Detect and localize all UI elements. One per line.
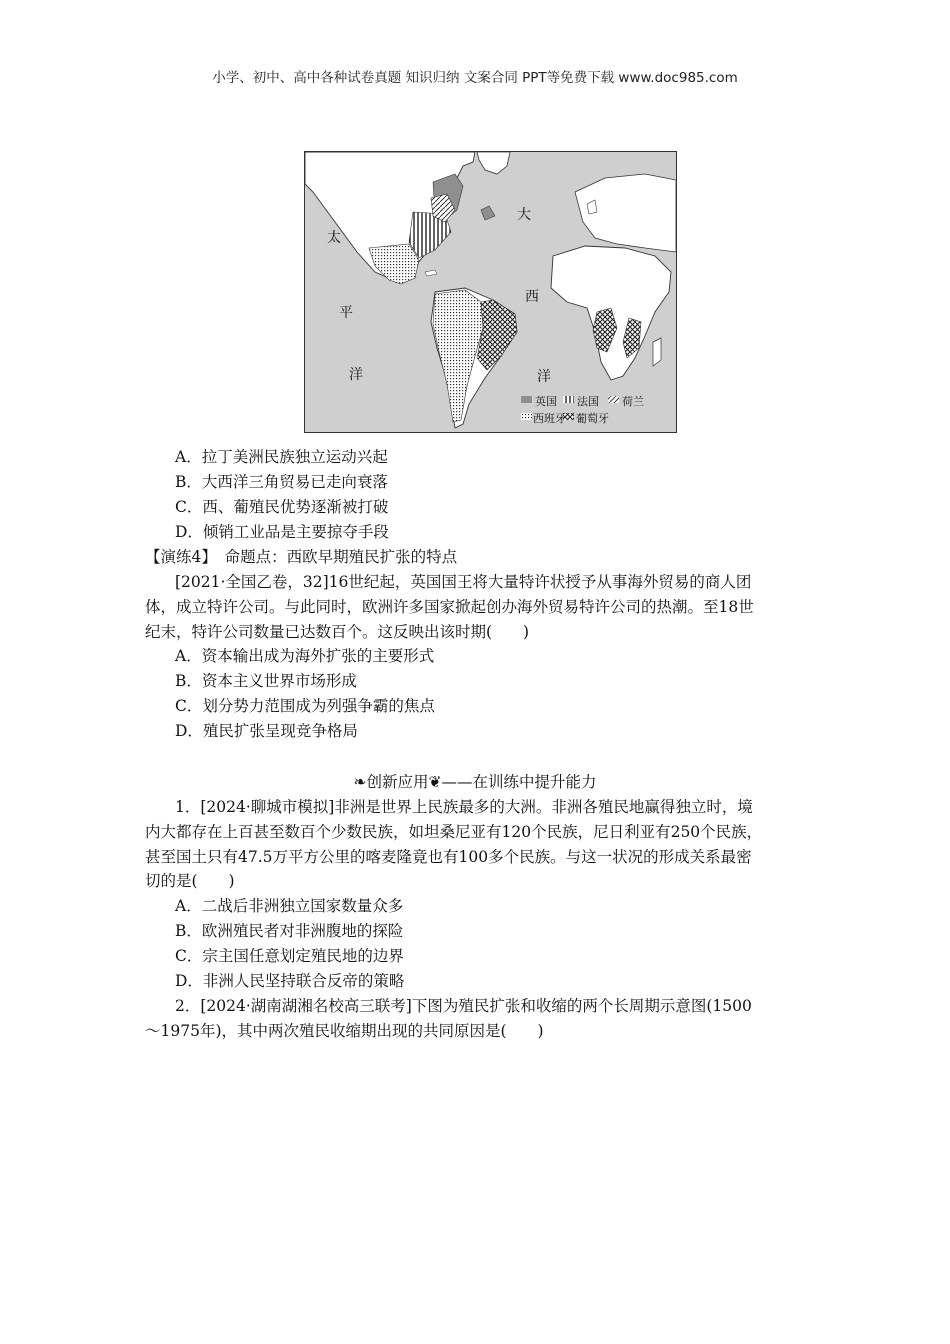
ocean-label: 平 bbox=[339, 305, 353, 321]
ocean-label: 太 bbox=[327, 230, 341, 246]
q1-option-d: D．非洲人民坚持联合反帝的策略 bbox=[175, 972, 405, 990]
q3-option-b: B．大西洋三角贸易已走向衰落 bbox=[175, 473, 388, 491]
legend-swatch-spain bbox=[521, 413, 532, 420]
drill4-stem-line: 纪末，特许公司数量已达数百个。这反映出该时期( ) bbox=[145, 623, 530, 641]
q3-option-a: A．拉丁美洲民族独立运动兴起 bbox=[175, 448, 388, 466]
leaf-icon: ❧ bbox=[353, 773, 367, 791]
drill4-stem-line: [2021·全国乙卷，32]16世纪起，英国国王将大量特许状授予从事海外贸易的商人团 bbox=[175, 573, 752, 591]
q2-stem-line: 2．[2024·湖南湖湘名校高三联考]下图为殖民扩张和收缩的两个长周期示意图(1500 bbox=[175, 997, 752, 1015]
colonial-map bbox=[304, 151, 677, 433]
british-colony-ne bbox=[481, 206, 495, 220]
q1-stem-line: 甚至国土只有47.5万平方公里的喀麦隆竟也有100多个民族。与这一状况的形成关系最密 bbox=[145, 848, 752, 866]
section-title: 创新应用 bbox=[366, 773, 429, 791]
portuguese-colony-brazil bbox=[477, 300, 517, 370]
page-header: 小学、初中、高中各种试卷真题 知识归纳 文案合同 PPT等免费下载 www.doc985.com bbox=[212, 70, 738, 86]
drill4-stem-line: 体，成立特许公司。与此同时，欧洲许多国家掀起创办海外贸易特许公司的热潮。至18世 bbox=[145, 598, 754, 616]
caribbean-island bbox=[425, 270, 437, 276]
q3-option-c: C．西、葡殖民优势逐渐被打破 bbox=[175, 498, 389, 516]
greenland bbox=[477, 152, 510, 174]
ocean-label: 西 bbox=[525, 289, 539, 305]
legend-label-france: 法国 bbox=[577, 395, 599, 408]
spanish-colonies-na bbox=[369, 244, 419, 284]
drill4-option-b: B．资本主义世界市场形成 bbox=[175, 672, 357, 690]
legend-label-portugal: 葡萄牙 bbox=[576, 412, 609, 425]
section-subtitle: ——在训练中提升能力 bbox=[441, 773, 597, 791]
drill4-title: 【演练4】 命题点：西欧早期殖民扩张的特点 bbox=[145, 548, 458, 566]
legend-swatch-britain bbox=[521, 396, 532, 403]
q3-option-d: D．倾销工业品是主要掠夺手段 bbox=[175, 523, 389, 541]
legend-label-britain: 英国 bbox=[535, 395, 557, 408]
q1-stem-line: 切的是( ) bbox=[145, 872, 235, 890]
q1-stem-line: 1．[2024·聊城市模拟]非洲是世界上民族最多的大洲。非洲各殖民地赢得独立时，境 bbox=[175, 798, 753, 816]
q1-option-a: A．二战后非洲独立国家数量众多 bbox=[175, 897, 404, 915]
leaf-icon: ❦ bbox=[428, 773, 442, 791]
q2-stem-line: ～1975年)，其中两次殖民收缩期出现的共同原因是( ) bbox=[145, 1022, 544, 1040]
q1-stem-line: 内大都存在上百甚至数百个少数民族，如坦桑尼亚有120个民族，尼日利亚有250个民族， bbox=[145, 823, 763, 841]
legend-swatch-netherlands bbox=[608, 396, 619, 403]
drill4-option-d: D．殖民扩张呈现竞争格局 bbox=[175, 722, 358, 740]
ocean-label: 洋 bbox=[537, 369, 551, 385]
q1-option-c: C．宗主国任意划定殖民地的边界 bbox=[175, 947, 404, 965]
drill4-option-c: C．划分势力范围成为列强争霸的焦点 bbox=[175, 697, 435, 715]
legend-swatch-france bbox=[563, 396, 574, 403]
map-drawing bbox=[305, 152, 676, 432]
ocean-label: 大 bbox=[517, 207, 531, 223]
legend-label-netherlands: 荷兰 bbox=[622, 395, 644, 408]
q1-option-b: B．欧洲殖民者对非洲腹地的探险 bbox=[175, 922, 404, 940]
drill4-option-a: A．资本输出成为海外扩张的主要形式 bbox=[175, 647, 435, 665]
madagascar bbox=[653, 338, 661, 366]
legend-label-spain: 西班牙 bbox=[533, 412, 566, 425]
section-heading bbox=[0, 771, 950, 793]
ocean-label: 洋 bbox=[349, 367, 363, 383]
